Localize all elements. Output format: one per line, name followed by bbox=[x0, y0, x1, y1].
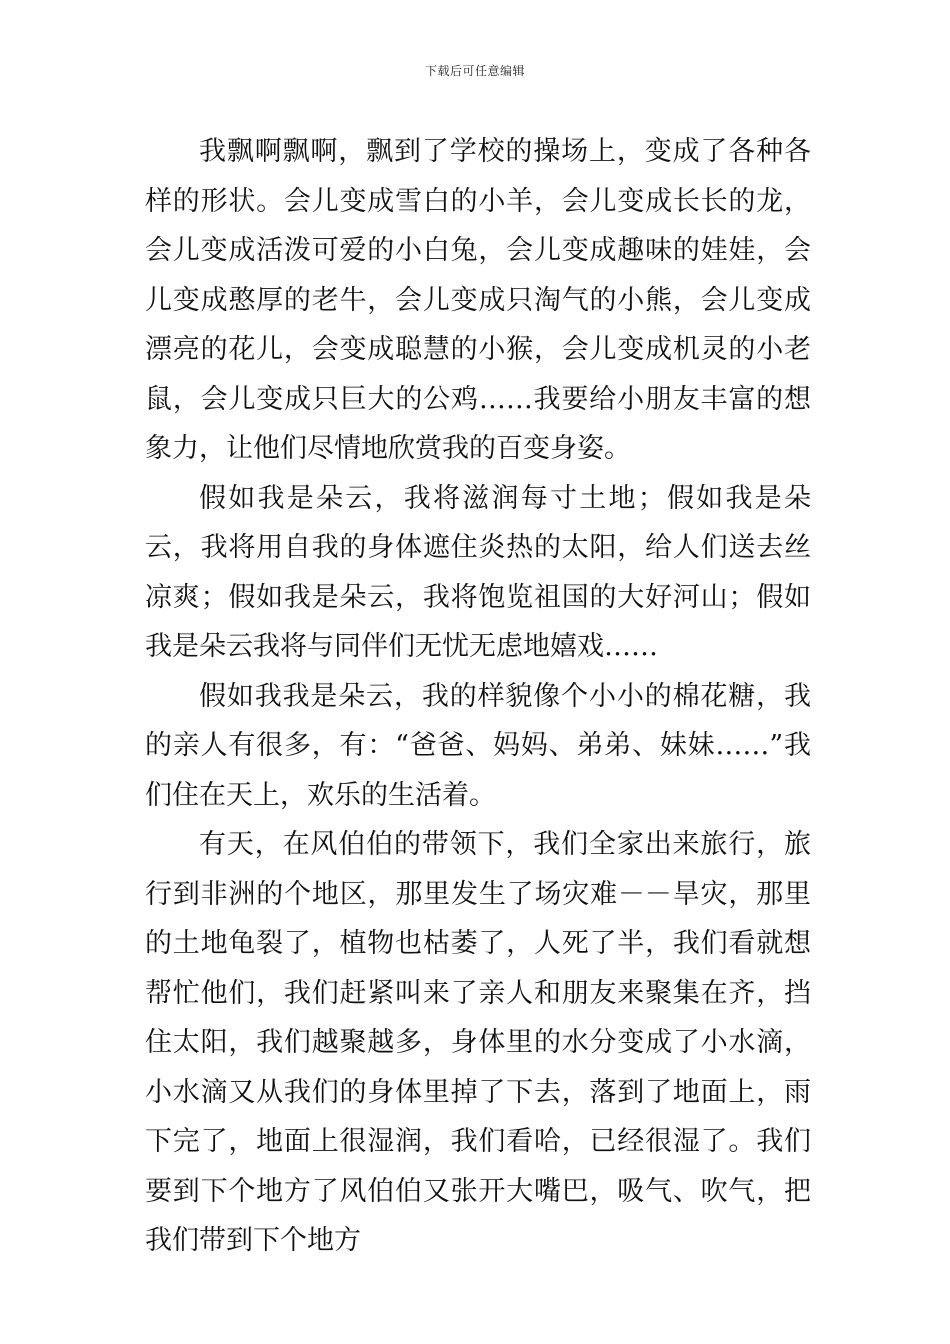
document-body bbox=[145, 127, 811, 1266]
paragraph-2: 假如我是朵云，我将滋润每寸土地；假如我是朵云，我将用自我的身体遮住炎热的太阳，给人们送去丝凉爽；假如我是朵云，我将饱览祖国的大好河山；假如我是朵云我将与同伴们无忧无虑地嬉戏…… bbox=[145, 482, 811, 662]
page-header: 下载后可任意编辑 bbox=[424, 64, 525, 78]
paragraph-4: 有天，在风伯伯的带领下，我们全家出来旅行，旅行到非洲的个地区，那里发生了场灾难－－旱灾，那里的土地龟裂了，植物也枯萎了，人死了半，我们看就想帮忙他们，我们赶紧叫来了亲人和朋友来聚集在齐，挡住太阳，我们越聚越多，身体里的水分变成了小水滴，小水滴又从我们的身体里掉了下去，落到了地面上，雨下完了，地面上很湿润，我们看哈，已经很湿了。我们要到下个地方了风伯伯又张开大嘴巴，吸气、吹气，把我们带到下个地方 bbox=[145, 829, 811, 1256]
paragraph-1: 我飘啊飘啊，飘到了学校的操场上，变成了各种各样的形状。会儿变成雪白的小羊，会儿变成长长的龙，会儿变成活泼可爱的小白兔，会儿变成趣味的娃娃，会儿变成憨厚的老牛，会儿变成只淘气的小熊，会儿变成漂亮的花儿，会变成聪慧的小猴，会儿变成机灵的小老鼠，会儿变成只巨大的公鸡……我要给小朋友丰富的想象力，让他们尽情地欣赏我的百变身姿。 bbox=[145, 136, 811, 464]
paragraph-3: 假如我我是朵云，我的样貌像个小小的棉花糖，我的亲人有很多，有：“爸爸、妈妈、弟弟、妹妹……”我们住在天上，欢乐的生活着。 bbox=[145, 680, 811, 811]
